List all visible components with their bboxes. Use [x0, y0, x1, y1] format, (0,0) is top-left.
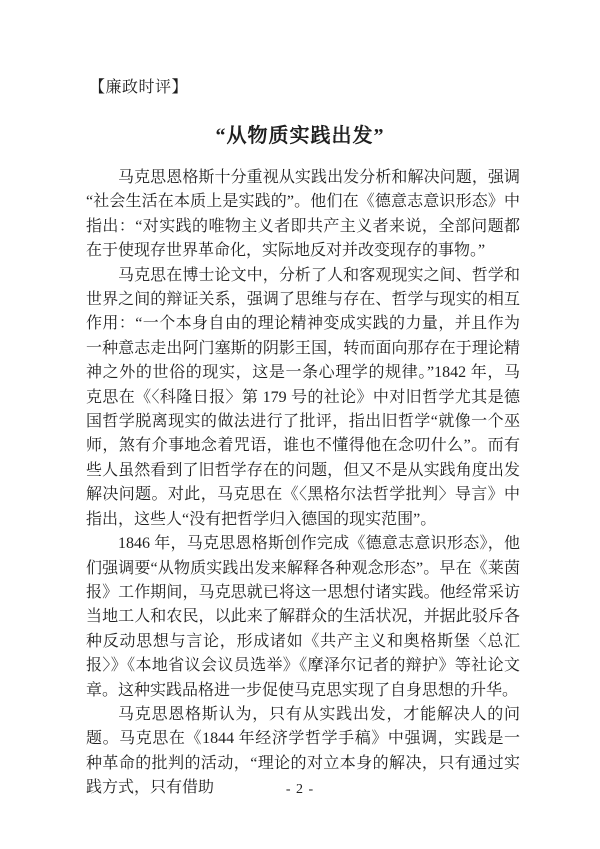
paragraph-4: 马克思恩格斯认为，只有从实践出发，才能解决人的问题。马克思在《1844 年经济学哲学手稿》中强调，实践是一种革命的批判的活动，“理论的对立本身的解决，只有通过实践方式，只有借助: [86, 705, 520, 797]
paragraph-2: 马克思在博士论文中，分析了人和客观现实之间、哲学和世界之间的辩证关系，强调了思维与存在、哲学与现实的相互作用：“一个本身自由的理论精神变成实践的力量，并且作为一种意志走出阿门塞斯的阴影王国，转而面向那存在于理论精神之外的世俗的现实，这是一条心理学的规律。”1842 年，马克思在《〈科隆日报〉第 179 号的社论》中对旧哲学尤其是德国哲学脱离现实的做法进行了批评，指出旧哲学“就像一个巫师，煞有介事地念着咒语，谁也不懂得他在念叨什么”。而有些人虽然看到了旧哲学存在的问题，但又不是从实践角度出发解决问题。对此，马克思在《〈黑格尔法哲学批判〉导言》中指出，这些人“没有把哲学归入德国的现实范围”。: [86, 266, 520, 528]
column-tag: 【廉政时评】: [89, 79, 189, 96]
article-body: [86, 166, 520, 801]
page-number: - 2 -: [285, 782, 315, 797]
page-title: “从物质实践出发”: [215, 125, 385, 147]
paragraph-1: 马克思恩格斯十分重视从实践出发分析和解决问题，强调“社会生活在本质上是实践的”。他们在《德意志意识形态》中指出：“对实践的唯物主义者即共产主义者来说，全部问题都在于使现存世界革命化，实际地反对并改变现存的事物。”: [86, 169, 520, 260]
paragraph-3: 1846 年，马克思恩格斯创作完成《德意志意识形态》，他们强调要“从物质实践出发来解释各种观念形态”。早在《莱茵报》工作期间，马克思就已将这一思想付诸实践。他经常采访当地工人和农民，以此来了解群众的生活状况，并据此驳斥各种反动思想与言论，形成诸如《共产主义和奥格斯堡〈总汇报〉》《本地省议会议员选举》《摩泽尔记者的辩护》等社论文章。这种实践品格进一步促使马克思实现了自身思想的升华。: [86, 535, 520, 699]
